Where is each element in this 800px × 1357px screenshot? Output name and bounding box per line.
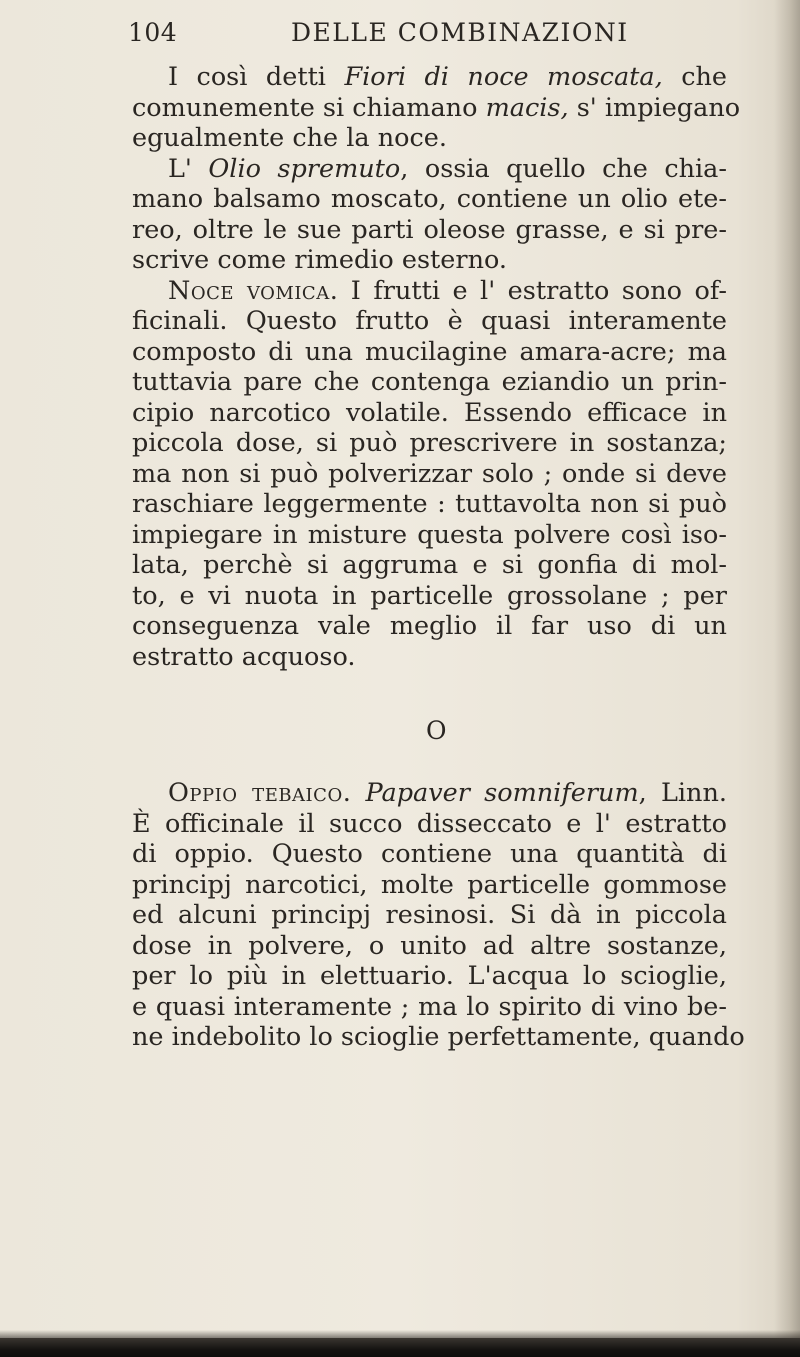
text-line: mano balsamo moscato, contiene un olio ete- <box>132 184 727 214</box>
text-line: to, e vi nuota in particelle grossolane ; per <box>132 580 727 611</box>
page-bottom-edge <box>0 1338 800 1357</box>
text-line: I così detti Fiori di noce moscata, che <box>168 62 727 92</box>
text-line: estratto acquoso. <box>132 641 356 672</box>
text-line: egualmente che la noce. <box>132 123 447 153</box>
body-text-top <box>132 62 741 672</box>
text-line: È officinale il succo disseccato e l' estratto <box>132 808 727 839</box>
text-line: conseguenza vale meglio il far uso di un <box>132 611 727 641</box>
text-line: scrive come rimedio esterno. <box>132 245 508 275</box>
text-line: principj narcotici, molte particelle gommose <box>132 869 727 900</box>
text-line: tuttavia pare che contenga eziandio un prin- <box>132 367 727 397</box>
text-line: composto di una mucilagine amara-acre; ma <box>132 336 727 367</box>
text-line: reo, oltre le sue parti oleose grasse, e si pre- <box>132 214 727 245</box>
page-gutter-shadow <box>774 0 800 1357</box>
body-text-bottom <box>132 778 745 1053</box>
page-number: 104 <box>128 18 178 47</box>
page-bottom-shadow <box>0 1330 800 1338</box>
text-line: di oppio. Questo contiene una quantità di <box>132 839 727 869</box>
entry-heading: Oppio tebaico. <box>168 778 352 808</box>
text-line: piccola dose, si può prescrivere in sostanza; <box>132 428 727 458</box>
text-line: impiegare in misture questa polvere così iso- <box>132 519 727 550</box>
text-line: cipio narcotico volatile. Essendo efficace in <box>132 397 727 428</box>
page-header <box>128 16 688 52</box>
entry-heading: Noce vomica. <box>168 275 339 306</box>
text-line: raschiare leggermente : tuttavolta non si può <box>132 489 727 519</box>
text-line: dose in polvere, o unito ad altre sostanze, <box>132 930 727 961</box>
text-line: ed alcuni principj resinosi. Si dà in piccola <box>132 900 727 930</box>
text-line: comunemente si chiamano macis, s' impiegano <box>132 92 741 123</box>
text-line: L' Olio spremuto, ossia quello che chia- <box>168 153 727 184</box>
text-line: per lo più in elettuario. L'acqua lo scioglie, <box>132 961 727 991</box>
text-line: e quasi interamente ; ma lo spirito di vino be- <box>132 991 727 1022</box>
text-line: Oppio tebaico. Papaver somniferum, Linn. <box>168 778 727 808</box>
running-head: DELLE COMBINAZIONI <box>291 18 629 47</box>
text-line: ma non si può polverizzar solo ; onde si deve <box>132 458 727 489</box>
text-line: Noce vomica. I frutti e l' estratto sono of- <box>168 275 727 306</box>
section-letter: O <box>426 716 447 745</box>
text-line: lata, perchè si aggruma e si gonfia di mol- <box>132 550 727 580</box>
text-line: ne indebolito lo scioglie perfettamente, quando <box>132 1022 745 1052</box>
text-line: ficinali. Questo frutto è quasi interamente <box>132 306 727 336</box>
